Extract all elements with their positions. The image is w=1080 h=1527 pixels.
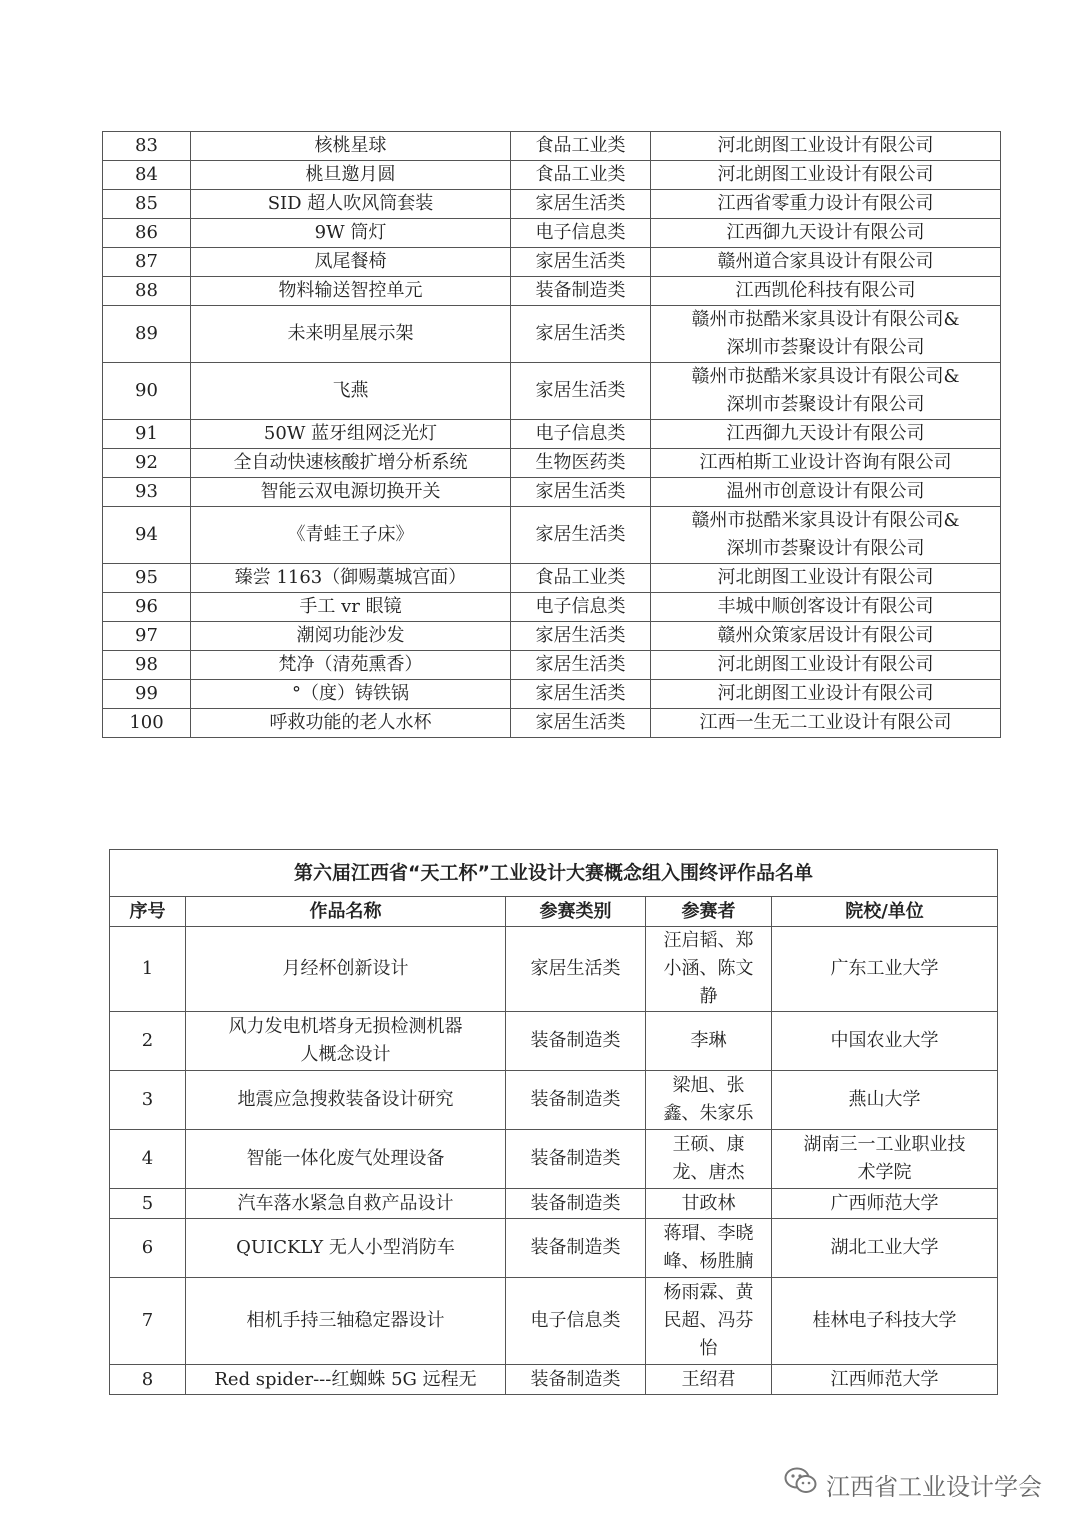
row-number: 92 <box>103 449 191 478</box>
work-name-line: QUICKLY 无人小型消防车 <box>236 1237 455 1258</box>
work-name: 《青蛙王子床》 <box>191 507 511 564</box>
header-no: 序号 <box>110 897 186 927</box>
row-number: 3 <box>110 1071 186 1130</box>
row-number: 85 <box>103 190 191 219</box>
company <box>651 507 1001 564</box>
category: 食品工业类 <box>511 132 651 161</box>
table-row <box>103 277 1001 306</box>
category: 装备制造类 <box>506 1219 646 1278</box>
school <box>772 1130 998 1189</box>
table-row <box>110 1012 998 1071</box>
entrants <box>646 1365 772 1395</box>
table-row <box>103 507 1001 564</box>
entrants-line: 王硕、康 <box>672 1134 745 1155</box>
category: 食品工业类 <box>511 564 651 593</box>
category: 装备制造类 <box>506 1071 646 1130</box>
category: 家居生活类 <box>506 927 646 1012</box>
work-name-line: 人概念设计 <box>300 1044 391 1065</box>
work-name <box>186 1130 506 1189</box>
work-name: 梵净（清苑熏香） <box>191 651 511 680</box>
school-line: 湖北工业大学 <box>830 1237 939 1258</box>
table-row <box>103 306 1001 363</box>
company: 江西凯伦科技有限公司 <box>651 277 1001 306</box>
work-name-line: 汽车落水紧急自救产品设计 <box>237 1192 454 1214</box>
work-name: 凤尾餐椅 <box>191 248 511 277</box>
work-name-line: Red spider---红蜘蛛 5G 远程无 <box>214 1368 477 1390</box>
table-row <box>103 680 1001 709</box>
table-row <box>103 248 1001 277</box>
entrants <box>646 1189 772 1219</box>
table-row <box>103 161 1001 190</box>
company: 江西柏斯工业设计咨询有限公司 <box>651 449 1001 478</box>
category: 家居生活类 <box>511 709 651 738</box>
work-name <box>186 1365 506 1395</box>
entrants <box>646 927 772 1012</box>
entrants-line: 峰、杨胜腩 <box>663 1251 754 1272</box>
row-number: 91 <box>103 420 191 449</box>
row-number: 97 <box>103 622 191 651</box>
work-name <box>186 1012 506 1071</box>
header-school: 院校/单位 <box>772 897 998 927</box>
company: 江西御九天设计有限公司 <box>651 420 1001 449</box>
category: 电子信息类 <box>511 219 651 248</box>
work-name: °（度）铸铁锅 <box>191 680 511 709</box>
company <box>651 306 1001 363</box>
table-row <box>103 622 1001 651</box>
entrants-line: 李琳 <box>690 1030 727 1051</box>
table-row <box>103 593 1001 622</box>
work-name: 智能云双电源切换开关 <box>191 478 511 507</box>
company: 河北朗图工业设计有限公司 <box>651 161 1001 190</box>
row-number: 1 <box>110 927 186 1012</box>
school-line: 广东工业大学 <box>830 958 939 979</box>
category: 电子信息类 <box>511 593 651 622</box>
company-line: 深圳市荟聚设计有限公司 <box>726 394 925 415</box>
school-line: 中国农业大学 <box>830 1030 939 1051</box>
row-number: 93 <box>103 478 191 507</box>
category: 家居生活类 <box>511 190 651 219</box>
entrants-line: 怡 <box>699 1338 718 1359</box>
company: 河北朗图工业设计有限公司 <box>651 651 1001 680</box>
table-row <box>110 1278 998 1365</box>
company: 江西御九天设计有限公司 <box>651 219 1001 248</box>
wechat-icon <box>784 1466 818 1502</box>
category: 装备制造类 <box>506 1189 646 1219</box>
work-name-line: 智能一体化废气处理设备 <box>246 1148 445 1169</box>
header-work-name: 作品名称 <box>186 897 506 927</box>
category: 食品工业类 <box>511 161 651 190</box>
work-name: 呼救功能的老人水杯 <box>191 709 511 738</box>
entrants-line: 汪启韬、郑 <box>663 930 754 951</box>
school-line: 燕山大学 <box>848 1089 921 1110</box>
row-number: 8 <box>110 1365 186 1395</box>
company: 河北朗图工业设计有限公司 <box>651 680 1001 709</box>
concept-group-finalists-table <box>109 849 998 1395</box>
row-number: 7 <box>110 1278 186 1365</box>
category: 家居生活类 <box>511 507 651 564</box>
company: 江西省零重力设计有限公司 <box>651 190 1001 219</box>
company: 江西一生无二工业设计有限公司 <box>651 709 1001 738</box>
entrants-line: 鑫、朱家乐 <box>663 1103 754 1124</box>
category: 电子信息类 <box>511 420 651 449</box>
work-name <box>186 1189 506 1219</box>
work-name: 桃旦邀月圆 <box>191 161 511 190</box>
row-number: 6 <box>110 1219 186 1278</box>
row-number: 94 <box>103 507 191 564</box>
entrants <box>646 1219 772 1278</box>
company-line: 深圳市荟聚设计有限公司 <box>726 337 925 358</box>
entrants <box>646 1012 772 1071</box>
category: 家居生活类 <box>511 680 651 709</box>
row-number: 100 <box>103 709 191 738</box>
company-line: 赣州市挞酷米家具设计有限公司& <box>691 510 960 531</box>
category: 装备制造类 <box>506 1130 646 1189</box>
table-body <box>110 927 998 1395</box>
company: 河北朗图工业设计有限公司 <box>651 132 1001 161</box>
school-line: 江西师范大学 <box>830 1368 939 1390</box>
entrants <box>646 1278 772 1365</box>
header-entrants: 参赛者 <box>646 897 772 927</box>
row-number: 99 <box>103 680 191 709</box>
work-name-line: 风力发电机塔身无损检测机器 <box>228 1016 463 1037</box>
row-number: 95 <box>103 564 191 593</box>
category: 生物医药类 <box>511 449 651 478</box>
work-name: 臻尝 1163（御赐藁城宫面） <box>191 564 511 593</box>
table-row <box>103 651 1001 680</box>
category: 电子信息类 <box>506 1278 646 1365</box>
school-line: 桂林电子科技大学 <box>812 1310 957 1331</box>
row-number: 87 <box>103 248 191 277</box>
row-number: 2 <box>110 1012 186 1071</box>
category: 家居生活类 <box>511 248 651 277</box>
company-line: 赣州市挞酷米家具设计有限公司& <box>691 366 960 387</box>
category: 家居生活类 <box>511 651 651 680</box>
row-number: 86 <box>103 219 191 248</box>
work-name: 50W 蓝牙组网泛光灯 <box>191 420 511 449</box>
entrants-line: 龙、唐杰 <box>672 1162 745 1183</box>
category: 家居生活类 <box>511 363 651 420</box>
work-name: 未来明星展示架 <box>191 306 511 363</box>
entrants-line: 蒋瑁、李晓 <box>663 1223 754 1244</box>
table-row <box>103 219 1001 248</box>
footer-label: 江西省工业设计学会 <box>826 1472 1042 1501</box>
row-number: 4 <box>110 1130 186 1189</box>
table-row <box>110 1365 998 1395</box>
category: 装备制造类 <box>506 1012 646 1071</box>
table-row <box>103 564 1001 593</box>
row-number: 88 <box>103 277 191 306</box>
header-category: 参赛类别 <box>506 897 646 927</box>
work-name-line: 相机手持三轴稳定器设计 <box>246 1310 445 1331</box>
work-name-line: 地震应急搜救装备设计研究 <box>237 1089 454 1110</box>
school <box>772 1278 998 1365</box>
row-number: 89 <box>103 306 191 363</box>
company: 温州市创意设计有限公司 <box>651 478 1001 507</box>
school-line: 湖南三一工业职业技 <box>803 1134 966 1155</box>
entrants-line: 甘政林 <box>681 1192 736 1214</box>
company-line: 赣州市挞酷米家具设计有限公司& <box>691 309 960 330</box>
company: 赣州众策家居设计有限公司 <box>651 622 1001 651</box>
table-row <box>110 927 998 1012</box>
table-row <box>110 1219 998 1278</box>
entrants-line: 民超、冯芬 <box>663 1310 754 1331</box>
work-name <box>186 1219 506 1278</box>
school <box>772 1189 998 1219</box>
work-name: SID 超人吹风筒套装 <box>191 190 511 219</box>
entrants-line: 小涵、陈文 <box>663 958 754 979</box>
work-name: 物料输送智控单元 <box>191 277 511 306</box>
entrants-line: 杨雨霖、黄 <box>663 1282 754 1303</box>
work-name: 核桃星球 <box>191 132 511 161</box>
category: 家居生活类 <box>511 306 651 363</box>
table-row <box>103 709 1001 738</box>
row-number: 83 <box>103 132 191 161</box>
table-header-row <box>110 897 998 927</box>
school <box>772 927 998 1012</box>
entries-table-continued <box>102 131 1001 738</box>
table-row <box>103 449 1001 478</box>
table-row <box>103 190 1001 219</box>
row-number: 5 <box>110 1189 186 1219</box>
work-name: 手工 vr 眼镜 <box>191 593 511 622</box>
entrants-line: 梁旭、张 <box>672 1075 745 1096</box>
school <box>772 1071 998 1130</box>
table-row <box>103 363 1001 420</box>
work-name <box>186 927 506 1012</box>
category: 装备制造类 <box>506 1365 646 1395</box>
entrants-line: 王绍君 <box>681 1368 736 1390</box>
work-name-line: 月经杯创新设计 <box>282 958 409 979</box>
entrants <box>646 1130 772 1189</box>
school <box>772 1219 998 1278</box>
category: 家居生活类 <box>511 478 651 507</box>
school-line: 术学院 <box>857 1162 912 1183</box>
company: 丰城中顺创客设计有限公司 <box>651 593 1001 622</box>
entrants <box>646 1071 772 1130</box>
company <box>651 363 1001 420</box>
company-line: 深圳市荟聚设计有限公司 <box>726 538 925 559</box>
work-name: 9W 筒灯 <box>191 219 511 248</box>
work-name: 飞燕 <box>191 363 511 420</box>
entrants-line: 静 <box>699 986 718 1007</box>
work-name: 全自动快速核酸扩增分析系统 <box>191 449 511 478</box>
school <box>772 1365 998 1395</box>
row-number: 96 <box>103 593 191 622</box>
table-row <box>103 420 1001 449</box>
table-row <box>103 478 1001 507</box>
school-line: 广西师范大学 <box>830 1192 939 1214</box>
table-row <box>110 1189 998 1219</box>
row-number: 98 <box>103 651 191 680</box>
table-title: 第六届江西省“天工杯”工业设计大赛概念组入围终评作品名单 <box>110 850 998 897</box>
work-name <box>186 1071 506 1130</box>
company: 河北朗图工业设计有限公司 <box>651 564 1001 593</box>
work-name <box>186 1278 506 1365</box>
table-row <box>103 132 1001 161</box>
row-number: 90 <box>103 363 191 420</box>
row-number: 84 <box>103 161 191 190</box>
work-name: 潮阅功能沙发 <box>191 622 511 651</box>
footer-watermark <box>784 1466 1042 1502</box>
table-row <box>110 1071 998 1130</box>
table-row <box>110 1130 998 1189</box>
category: 装备制造类 <box>511 277 651 306</box>
school <box>772 1012 998 1071</box>
company: 赣州道合家具设计有限公司 <box>651 248 1001 277</box>
category: 家居生活类 <box>511 622 651 651</box>
